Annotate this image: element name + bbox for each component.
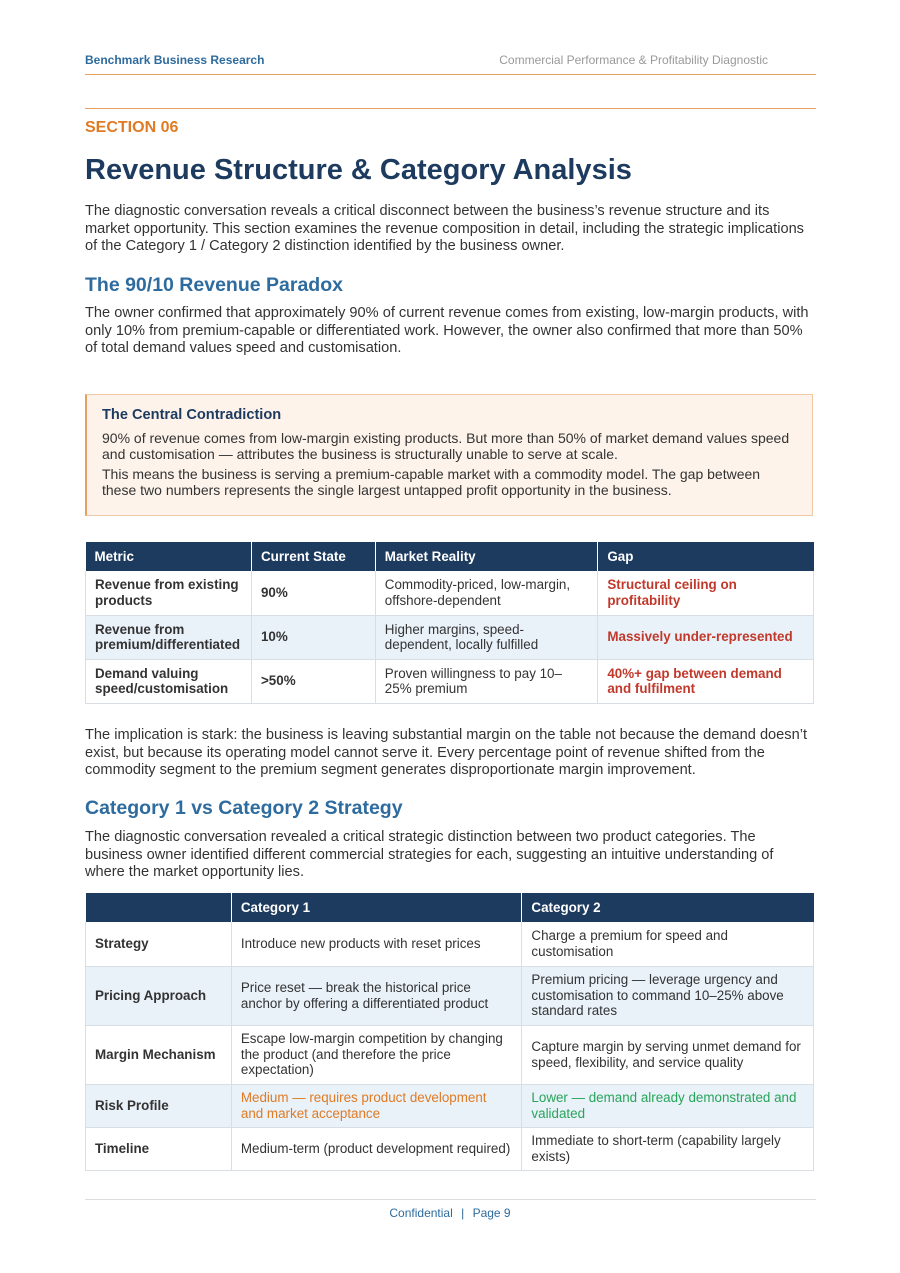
header-report-title: Commercial Performance & Profitability Diagnostic xyxy=(499,53,768,67)
column-header xyxy=(86,893,232,922)
implication-block xyxy=(85,727,816,780)
metric-cell: Demand valuing speed/customisation xyxy=(86,659,252,703)
category-table xyxy=(85,893,814,1171)
current-state-cell: >50% xyxy=(251,659,375,703)
category-heading-block xyxy=(85,797,816,820)
current-state-cell: 90% xyxy=(251,571,375,615)
gap-cell: 40%+ gap between demand and fulfilment xyxy=(598,659,814,703)
category-paragraph: The diagnostic conversation revealed a critical strategic distinction between two product categories. The business owner identified different commercial strategies for each, suggesting an intuitive understanding of where the market opportunity lies. xyxy=(85,829,774,881)
intro-block xyxy=(85,203,816,256)
column-header: Market Reality xyxy=(375,542,598,571)
column-header: Category 2 xyxy=(522,893,814,922)
callout-title: The Central Contradiction xyxy=(102,407,282,423)
column-header: Current State xyxy=(251,542,375,571)
intro-paragraph: The diagnostic conversation reveals a critical disconnect between the business’s revenue structure and its market opportunity. This section examines the revenue composition in detail, including the strategic implications of the Category 1 / Category 2 distinction identified by the business owner. xyxy=(85,203,804,255)
market-reality-cell: Higher margins, speed-dependent, locally fulfilled xyxy=(375,615,598,659)
category-1-cell: Price reset — break the historical price anchor by offering a differentiated product xyxy=(231,966,522,1025)
table-row xyxy=(86,922,814,966)
category-1-cell: Escape low-margin competition by changing the product (and therefore the price expectation) xyxy=(231,1025,522,1084)
row-label-cell: Margin Mechanism xyxy=(86,1025,232,1084)
row-label-cell: Strategy xyxy=(86,922,232,966)
metric-cell: Revenue from premium/differentiated xyxy=(86,615,252,659)
table-row xyxy=(86,571,814,615)
callout-box xyxy=(85,394,813,516)
header-organization: Benchmark Business Research xyxy=(85,53,265,67)
header-divider xyxy=(85,108,816,109)
callout-paragraph-1: 90% of revenue comes from low-margin existing products. But more than 50% of market demand values speed and customisation — attributes the business is structurally unable to serve at scale. xyxy=(102,430,790,462)
table-row xyxy=(86,1127,814,1170)
gap-cell: Massively under-represented xyxy=(598,615,814,659)
paradox-heading: The 90/10 Revenue Paradox xyxy=(85,274,343,296)
column-header: Category 1 xyxy=(231,893,522,922)
current-state-cell: 10% xyxy=(251,615,375,659)
footer-page-number: Page 9 xyxy=(472,1206,511,1220)
implication-paragraph: The implication is stark: the business is leaving substantial margin on the table not because the demand doesn’t exist, but because its operating model cannot serve it. Every percentage point of revenue shifted from the commodity segment to the premium segment generates disproportionate margin improvement. xyxy=(85,727,807,779)
paradox-body-block xyxy=(85,305,816,358)
column-header: Metric xyxy=(86,542,252,571)
section-label: SECTION 06 xyxy=(85,119,179,136)
row-label-cell: Timeline xyxy=(86,1127,232,1170)
paradox-paragraph: The owner confirmed that approximately 90% of current revenue comes from existing, low-margin products, with only 10% from premium-capable or differentiated work. However, the owner also confirmed that more than 50% of total demand values speed and customisation. xyxy=(85,305,809,357)
category-table-container xyxy=(85,893,816,1171)
category-heading: Category 1 vs Category 2 Strategy xyxy=(85,797,403,819)
footer-separator: | xyxy=(461,1206,465,1220)
table-row xyxy=(86,659,814,703)
category-2-cell: Immediate to short-term (capability largely exists) xyxy=(522,1127,814,1170)
table-row xyxy=(86,615,814,659)
column-header: Gap xyxy=(598,542,814,571)
callout-paragraph-2: This means the business is serving a premium-capable market with a commodity model. The gap between these two numbers represents the single largest untapped profit opportunity in the business. xyxy=(102,466,761,498)
market-reality-cell: Proven willingness to pay 10–25% premium xyxy=(375,659,598,703)
gap-cell: Structural ceiling on profitability xyxy=(598,571,814,615)
category-2-cell: Capture margin by serving unmet demand for speed, flexibility, and service quality xyxy=(522,1025,814,1084)
category-1-cell: Medium — requires product development and market acceptance xyxy=(231,1084,522,1127)
category-2-cell: Premium pricing — leverage urgency and customisation to command 10–25% above standard rates xyxy=(522,966,814,1025)
table-header-row xyxy=(86,542,814,571)
category-1-cell: Introduce new products with reset prices xyxy=(231,922,522,966)
category-body-block xyxy=(85,829,816,882)
row-label-cell: Risk Profile xyxy=(86,1084,232,1127)
page-header xyxy=(85,52,816,75)
row-label-cell: Pricing Approach xyxy=(86,966,232,1025)
metric-cell: Revenue from existing products xyxy=(86,571,252,615)
table-row xyxy=(86,1025,814,1084)
category-2-cell: Charge a premium for speed and customisation xyxy=(522,922,814,966)
table-header-row xyxy=(86,893,814,922)
category-1-cell: Medium-term (product development required) xyxy=(231,1127,522,1170)
footer-divider xyxy=(85,1199,816,1200)
page-title: Revenue Structure & Category Analysis xyxy=(85,154,632,186)
table-row xyxy=(86,1084,814,1127)
metrics-table-container xyxy=(85,542,816,704)
footer-confidential: Confidential xyxy=(389,1206,453,1220)
metrics-table xyxy=(85,542,814,704)
paradox-heading-block xyxy=(85,274,816,297)
market-reality-cell: Commodity-priced, low-margin, offshore-dependent xyxy=(375,571,598,615)
table-row xyxy=(86,966,814,1025)
page-footer xyxy=(0,1206,900,1220)
category-2-cell: Lower — demand already demonstrated and validated xyxy=(522,1084,814,1127)
